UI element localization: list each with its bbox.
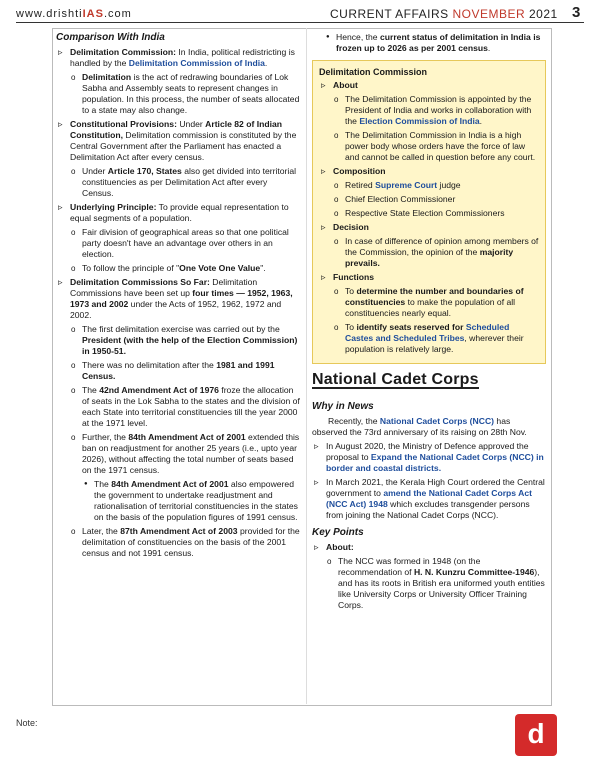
sub-bullet-item: o To follow the principle of "One Vote One Value". — [56, 263, 300, 274]
header-rule — [16, 22, 584, 23]
sub-bullet-item: o Later, the 87th Amendment Act of 2003 provided for the delimitation of constituencies on the basis of the 2001 census and not 1991 census. — [56, 526, 300, 559]
bullet-item: ▹ About: — [312, 542, 546, 553]
sub-bullet-item: o There was no delimitation after the 1981 and 1991 Census. — [56, 360, 300, 382]
sub-bullet-item: o To determine the number and boundaries of constituencies to make the population of all constituencies nearly equal. — [319, 286, 539, 319]
drishti-logo-icon: d — [515, 714, 557, 756]
page-header — [0, 0, 600, 30]
box-heading: ▹ About — [319, 80, 539, 91]
sub-bullet-item: o To identify seats reserved for Scheduled Castes and Scheduled Tribes, wherever their population is relatively large. — [319, 322, 539, 355]
box-heading: ▹ Composition — [319, 166, 539, 177]
sub-sub-bullet-item: ● The 84th Amendment Act of 2001 also empowered the government to undertake readjustment and rationalisation of territorial constituencies in the states on the basis of the population figures of 1991 census. — [56, 479, 300, 523]
page-number: 3 — [572, 4, 581, 21]
note-label: Note: — [16, 718, 38, 728]
paragraph: Recently, the National Cadet Corps (NCC) has observed the 73rd anniversary of its raising on 28th Nov. — [312, 416, 527, 437]
section-title: Why in News — [312, 401, 374, 412]
continued-item: ● Hence, the current status of delimitation in India is frozen up to 2026 as per 2001 census. — [312, 32, 546, 54]
sub-bullet-item: o The Delimitation Commission in India is a high power body whose orders have the force of law and cannot be called in question before any court. — [319, 130, 539, 163]
box-heading: ▹ Functions — [319, 272, 539, 283]
sub-bullet-item: o Fair division of geographical areas so that one political party doesn't have an advantage over others in an election. — [56, 227, 300, 260]
box-heading: ▹ Decision — [319, 222, 539, 233]
bullet-item: ▹ Underlying Principle: To provide equal representation to equal segments of a population. — [56, 202, 300, 224]
info-box-title: Delimitation Commission — [319, 67, 428, 77]
sub-bullet-item: o The NCC was formed in 1948 (on the recommendation of H. N. Kunzru Committee-1946), and has its roots in British era uniformed youth entities like University Corps or University Officer Training Corps. — [312, 556, 546, 611]
sub-bullet-item: o The 42nd Amendment Act of 1976 froze the allocation of seats in the Lok Sabha to the states and the division of each State into territorial constituencies till the year 2000 at the 1971 level. — [56, 385, 300, 429]
sub-bullet-item: o Respective State Election Commissioners — [319, 208, 539, 219]
article-title: National Cadet Corps — [312, 371, 479, 388]
sub-bullet-item: o Under Article 170, States also get divided into territorial constituencies as per Delimitation Act after every Census. — [56, 166, 300, 199]
site-url: www.drishtiIAS.com — [16, 8, 132, 20]
sub-bullet-item: o The Delimitation Commission is appointed by the President of India and works in collaboration with the Election Commission of India. — [319, 94, 539, 127]
sub-bullet-item: o The first delimitation exercise was carried out by the President (with the help of the Election Commission) in 1950-51. — [56, 324, 300, 357]
section-title: Comparison With India — [56, 32, 165, 43]
bullet-item: ▹ Constitutional Provisions: Under Article 82 of Indian Constitution, Delimitation commission is constituted by the Central Government after the Parliament has enacted a Delimitation Act after every census. — [56, 119, 300, 163]
bullet-item: ▹ In August 2020, the Ministry of Defence approved the proposal to Expand the National Cadet Corps (NCC) in border and coastal districts. — [312, 441, 546, 474]
column-divider — [306, 28, 307, 704]
sub-bullet-item: o Retired Supreme Court judge — [319, 180, 539, 191]
sub-bullet-item: o In case of difference of opinion among members of the Commission, the opinion of the majority prevails. — [319, 236, 539, 269]
issue-title: CURRENT AFFAIRS NOVEMBER 2021 — [330, 7, 558, 21]
sub-bullet-item: o Further, the 84th Amendment Act of 2001 extended this ban on readjustment for another 25 years (i.e., upto year 2026), without affecting the total number of seats based on the 1971 census. — [56, 432, 300, 476]
bullet-item: ▹ In March 2021, the Kerala High Court ordered the Central government to amend the National Cadet Corps Act (NCC Act) 1948 which excludes transgender persons from joining the National Cadet Corps (NCC). — [312, 477, 546, 521]
section-title: Key Points — [312, 527, 364, 538]
left-column — [56, 32, 300, 562]
right-column — [312, 32, 546, 614]
bullet-item: ▹ Delimitation Commissions So Far: Delimitation Commissions have been set up four times — 1952, 1963, 1973 and 2002 under the Acts of 1952, 1962, 1972 and 2002. — [56, 277, 300, 321]
bullet-item: ▹ Delimitation Commission: In India, political redistricting is handled by the Delimitation Commission of India. — [56, 47, 300, 69]
info-box — [312, 60, 546, 364]
sub-bullet-item: o Chief Election Commissioner — [319, 194, 539, 205]
sub-bullet-item: o Delimitation is the act of redrawing boundaries of Lok Sabha and Assembly seats to represent changes in population. In this process, the number of seats allocated to a state may also change. — [56, 72, 300, 116]
